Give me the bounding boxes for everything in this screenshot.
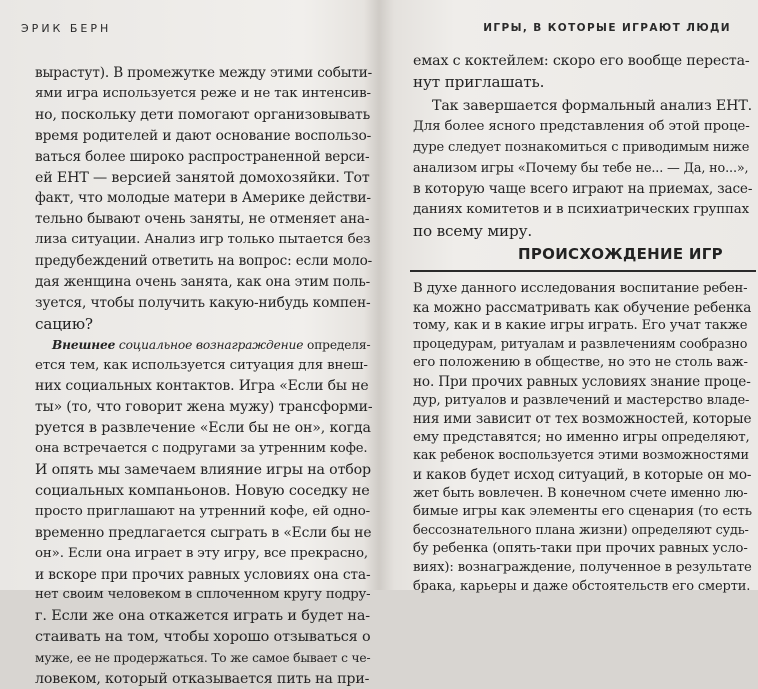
text-line: по всему миру. [413,222,533,240]
text-line: ется тем, как используется ситуация для внеш- [35,358,368,373]
text-line: ями игра используется реже и не так интенсив- [35,86,371,101]
text-line: ему представятся; но именно игры определяют, [413,430,750,445]
text-line: даниях комитетов и в психиатрических группах [413,202,750,217]
text-line: нет своим человеком в сплоченном кругу подру- [35,587,371,602]
text-line: бессознательного плана жизни) определяют судь- [413,523,749,538]
text-line: бимые игры как элементы его сценария (то есть [413,504,752,519]
text-line: И опять мы замечаем влияние игры на отбор [35,462,371,478]
text-line: вырастут). В промежутке между этими событи- [35,65,373,81]
right-running-header: ИГРЫ, В КОТОРЫЕ ИГРАЮТ ЛЮДИ [483,22,731,34]
text-line: дая женщина очень занята, как она этим поль- [35,274,371,290]
text-line: руется в развлечение «Если бы не он», когда [35,420,371,436]
text-line: ния ими зависит от тех возможностей, которые [413,411,752,427]
left-page-text [0,0,378,687]
text-line: нут приглашать. [413,73,545,91]
text-line: ловеком, который отказывается пить на при- [35,671,370,687]
text-line: факт, что молодые матери в Америке действи- [35,190,371,206]
left-page [0,0,378,687]
text-line: как ребенок воспользуется этими возможностями [413,448,749,463]
text-line: процедурам, ритуалам и развлечениям сообразно [413,337,748,352]
text-line: она встречается с подругами за утренним кофе. [35,441,368,456]
text-line: В духе данного исследования воспитание ребен- [413,281,748,296]
right-page [380,0,758,594]
text-line: сацию? [35,315,93,333]
text-line: но, поскольку дети помогают организовывать [35,107,371,123]
text-line: его положению в обществе, но это не столь важ- [413,355,748,370]
text-line: Для более ясного представления об этой проце- [413,119,750,134]
text-line: г. Если же она откажется играть и будет на- [35,608,371,624]
text-line: ты» (то, что говорит жена мужу) трансформи- [35,399,373,415]
text-line: лиза ситуации. Анализ игр только пытается без [35,232,371,247]
text-line: жет быть вовлечен. В конечном счете именно лю- [413,486,748,501]
text-line: ей ЕНТ — версией занятой домохозяйки. Тот [35,170,370,186]
right-page-text [380,0,758,594]
text-line: зуется, чтобы получить какую-нибудь компен- [35,295,371,311]
text-line: бу ребенка (опять-таки при прочих равных усло- [413,541,748,556]
text-line: в которую чаще всего играют на приемах, засе- [413,181,753,197]
section-heading: ПРОИСХОЖДЕНИЕ ИГР [518,245,723,263]
text-line: социальных компаньонов. Новую соседку не [35,483,370,499]
text-line: емах с коктейлем: скоро его вообще переста- [413,53,750,69]
text-line: тому, как и в какие игры играть. Его учат также [413,318,748,333]
text-line [52,335,370,355]
text-line: но. При прочих равных условиях знание проце- [413,374,751,390]
text-line: брака, карьеры и даже обстоятельств его смерти. [413,579,751,594]
term-italic: социальное вознаграждение [118,338,304,352]
text-line: дур, ритуалов и развлечений и мастерство владе- [413,393,750,408]
text-line: тельно бывают очень заняты, не отменяет ана- [35,211,370,227]
left-running-header: ЭРИК БЕРН [21,22,112,35]
term-bold: Внешнее [52,338,116,352]
text-line: анализом игры «Почему бы тебе не... — Да, но...», [413,161,749,176]
text-line: ваться более широко распространенной верси- [35,149,370,165]
text-line: он». Если она играет в эту игру, все прекрасно, [35,546,368,561]
heading-rule [410,270,756,272]
text-line: ка можно рассматривать как обучение ребенка [413,300,752,316]
text-line: просто приглашают на утренний кофе, ей одно- [35,504,371,519]
text-line: предубеждений ответить на вопрос: если моло- [35,253,373,269]
text-line: них социальных контактов. Игра «Если бы не [35,378,369,394]
text-line: стаивать на том, чтобы хорошо отзываться о [35,629,371,645]
text-line: временно предлагается сыграть в «Если бы не [35,525,372,541]
text-line: время родителей и дают основание воспользо- [35,128,372,144]
text-line: Так завершается формальный анализ ЕНТ. [432,98,753,114]
text-line: дуре следует познакомиться с приводимым ниже [413,140,750,155]
text-line: и вскоре при прочих равных условиях она ста- [35,567,371,583]
text-line: муже, ее не продержаться. То же самое бывает с че- [35,651,371,665]
text-line: и каков будет исход ситуаций, в которые он мо- [413,467,752,483]
text-run: определя- [307,338,371,352]
text-line: виях): вознаграждение, полученное в результате [413,560,752,575]
